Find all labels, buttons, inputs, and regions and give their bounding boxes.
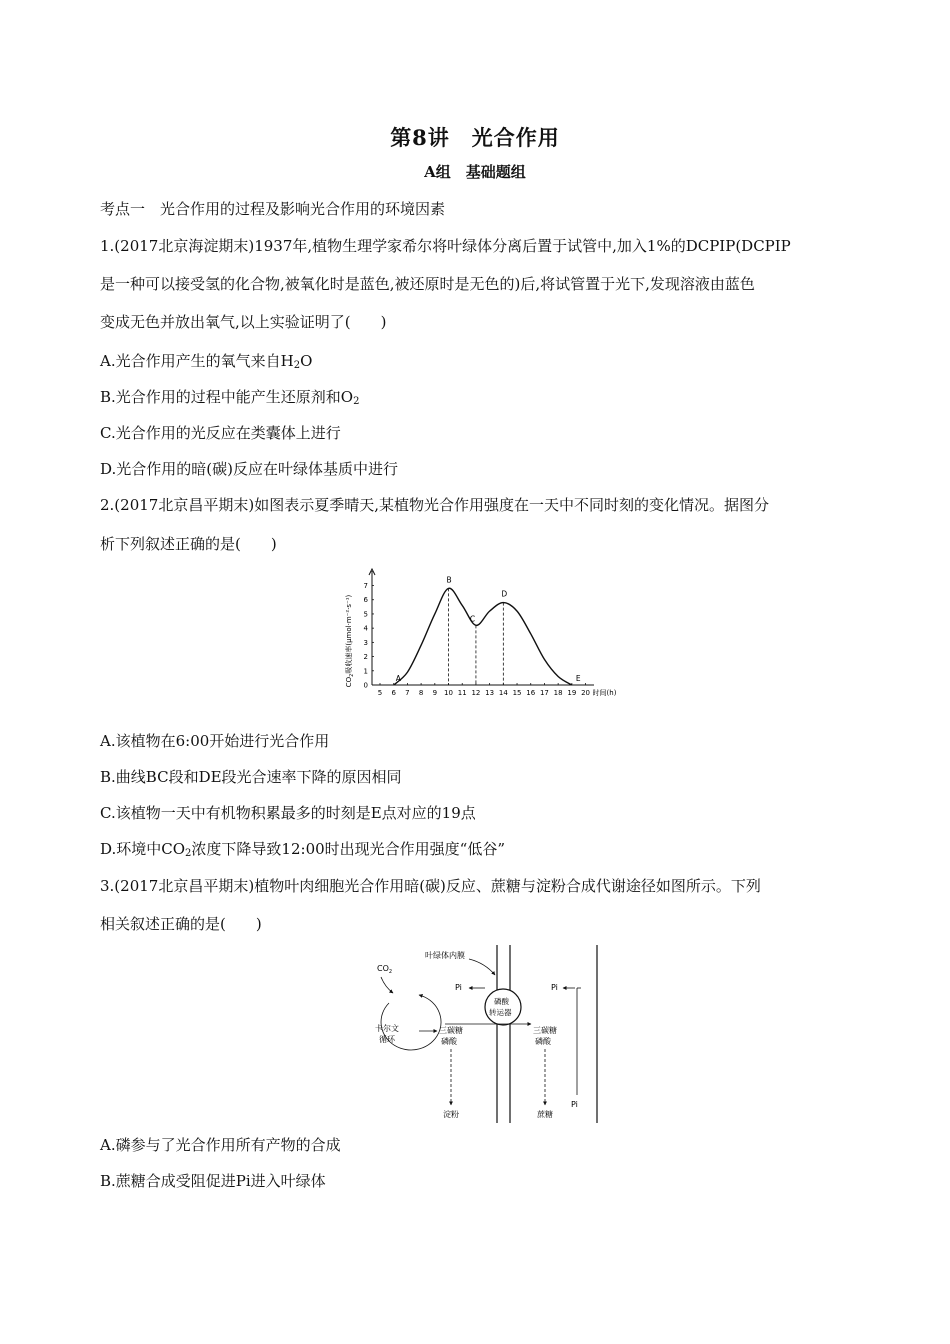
q1-stem-line-2: 是一种可以接受氢的化合物,被氧化时是蓝色,被还原时是无色的)后,将试管置于光下,发现溶液由蓝色	[100, 275, 755, 293]
q3-stem-line-1: 3.(2017北京昌平期末)植物叶肉细胞光合作用暗(碳)反应、蔗糖与淀粉合成代谢途径如图所示。下列	[100, 877, 761, 895]
x-tick-label: 13	[485, 689, 495, 697]
q2-option-d-sub: 2	[185, 848, 192, 859]
point-label-B: B	[446, 575, 452, 585]
triose-label-outer-1: 三碳糖	[533, 1026, 557, 1035]
chart-axes	[369, 569, 594, 685]
transporter-label-2: 转运器	[489, 1008, 512, 1017]
y-tick-label: 6	[363, 596, 368, 605]
y-tick-label: 1	[363, 667, 368, 676]
q3-stem-line-2: 相关叙述正确的是( )	[100, 915, 262, 933]
x-tick-label: 8	[418, 689, 424, 697]
x-tick-label: 19	[567, 689, 577, 697]
triose-label-inner-2: 磷酸	[441, 1037, 457, 1046]
x-tick-label: 9	[432, 689, 438, 697]
x-tick-label: 12	[471, 689, 481, 697]
q2-stem-line-1: 2.(2017北京昌平期末)如图表示夏季晴天,某植物光合作用强度在一天中不同时刻的变化情况。据图分	[100, 496, 769, 514]
q3-option-b: B.蔗糖合成受阻促进Pi进入叶绿体	[100, 1172, 326, 1190]
x-tick-label: 11	[457, 689, 467, 697]
pi-label-left: Pi	[455, 983, 462, 992]
starch-label: 淀粉	[443, 1110, 459, 1119]
metabolic-pathway-diagram	[345, 945, 605, 1125]
x-tick-label: 18	[553, 689, 563, 697]
x-axis-label: 时间(h)	[592, 689, 617, 697]
x-tick-label: 20	[581, 689, 591, 697]
point-label-C: C	[469, 614, 476, 624]
point-label-E: E	[575, 674, 581, 683]
pi-label-right: Pi	[551, 983, 558, 992]
q1-option-b-text: B.光合作用的过程中能产生还原剂和O	[100, 388, 354, 406]
transporter-label-1: 磷酸	[494, 997, 509, 1006]
q1-stem-line-1: 1.(2017北京海淀期末)1937年,植物生理学家希尔将叶绿体分离后置于试管中,加入1%的DCPIP(DCPIP	[100, 237, 791, 255]
x-tick-label: 5	[377, 689, 383, 697]
q1-stem-line-3: 变成无色并放出氧气,以上实验证明了( )	[100, 313, 387, 331]
photosynthesis-rate-chart	[340, 565, 620, 705]
x-tick-label: 15	[512, 689, 522, 697]
chart-dashed-guides	[449, 588, 504, 685]
q2-stem-line-2: 析下列叙述正确的是( )	[100, 535, 277, 553]
q1-option-c: C.光合作用的光反应在类囊体上进行	[100, 424, 341, 442]
x-tick-label: 6	[391, 689, 396, 697]
q1-option-d: D.光合作用的暗(碳)反应在叶绿体基质中进行	[100, 460, 398, 478]
triose-label-outer-2: 磷酸	[535, 1037, 551, 1046]
co2-label: $CO_2$	[377, 964, 393, 975]
y-tick-label: 7	[363, 582, 368, 591]
q2-option-c: C.该植物一天中有机物积累最多的时刻是E点对应的19点	[100, 804, 476, 822]
q2-option-d-text: D.环境中CO	[100, 840, 186, 858]
pi-label-bottom: Pi	[571, 1100, 578, 1109]
section-heading: 考点一 光合作用的过程及影响光合作用的环境因素	[100, 200, 446, 218]
calvin-cycle-label-1: 卡尔文	[375, 1024, 399, 1033]
q1-option-a-tail: O	[300, 352, 313, 370]
q2-option-d	[100, 838, 860, 859]
y-axis-label: $CO_2$吸收速率(μmol·m⁻²·s⁻¹)	[345, 594, 355, 688]
q2-option-b: B.曲线BC段和DE段光合速率下降的原因相同	[100, 768, 402, 786]
q1-option-b	[100, 386, 860, 407]
triose-label-inner-1: 三碳糖	[439, 1026, 463, 1035]
co2-arrow	[381, 977, 393, 993]
page-title: 第8讲 光合作用	[390, 125, 560, 150]
y-tick-label: 5	[363, 610, 368, 619]
q2-option-a: A.该植物在6:00开始进行光合作用	[100, 732, 330, 750]
x-tick-label: 7	[405, 689, 410, 697]
q1-option-b-sub: 2	[353, 396, 360, 407]
q1-option-a-sub: 2	[293, 360, 301, 371]
q1-option-a-text: A.光合作用产生的氧气来自H	[100, 352, 294, 370]
q3-option-a: A.磷参与了光合作用所有产物的合成	[100, 1136, 341, 1154]
q2-option-d-tail: 浓度下降导致12:00时出现光合作用强度“低谷”	[191, 840, 505, 858]
y-tick-label: 2	[363, 653, 368, 662]
x-tick-label: 17	[539, 689, 549, 697]
x-tick-label: 16	[526, 689, 536, 697]
x-tick-label: 10	[444, 689, 453, 697]
point-label-A: A	[395, 674, 401, 683]
membrane-pointer-arrow	[469, 959, 495, 975]
series-line	[394, 588, 572, 685]
q1-option-a	[100, 350, 860, 371]
chart-point-labels	[396, 575, 581, 683]
x-tick-label: 14	[498, 689, 508, 697]
group-subtitle: A组 基础题组	[424, 163, 526, 181]
phosphate-transporter	[485, 989, 521, 1025]
y-tick-label: 0	[363, 681, 368, 690]
membrane-label: 叶绿体内膜	[425, 951, 465, 960]
point-label-D: D	[501, 589, 508, 599]
calvin-cycle-label-2: 循环	[379, 1035, 395, 1044]
y-tick-label: 4	[363, 624, 368, 633]
sucrose-label: 蔗糖	[537, 1110, 553, 1119]
y-tick-label: 3	[363, 638, 368, 647]
